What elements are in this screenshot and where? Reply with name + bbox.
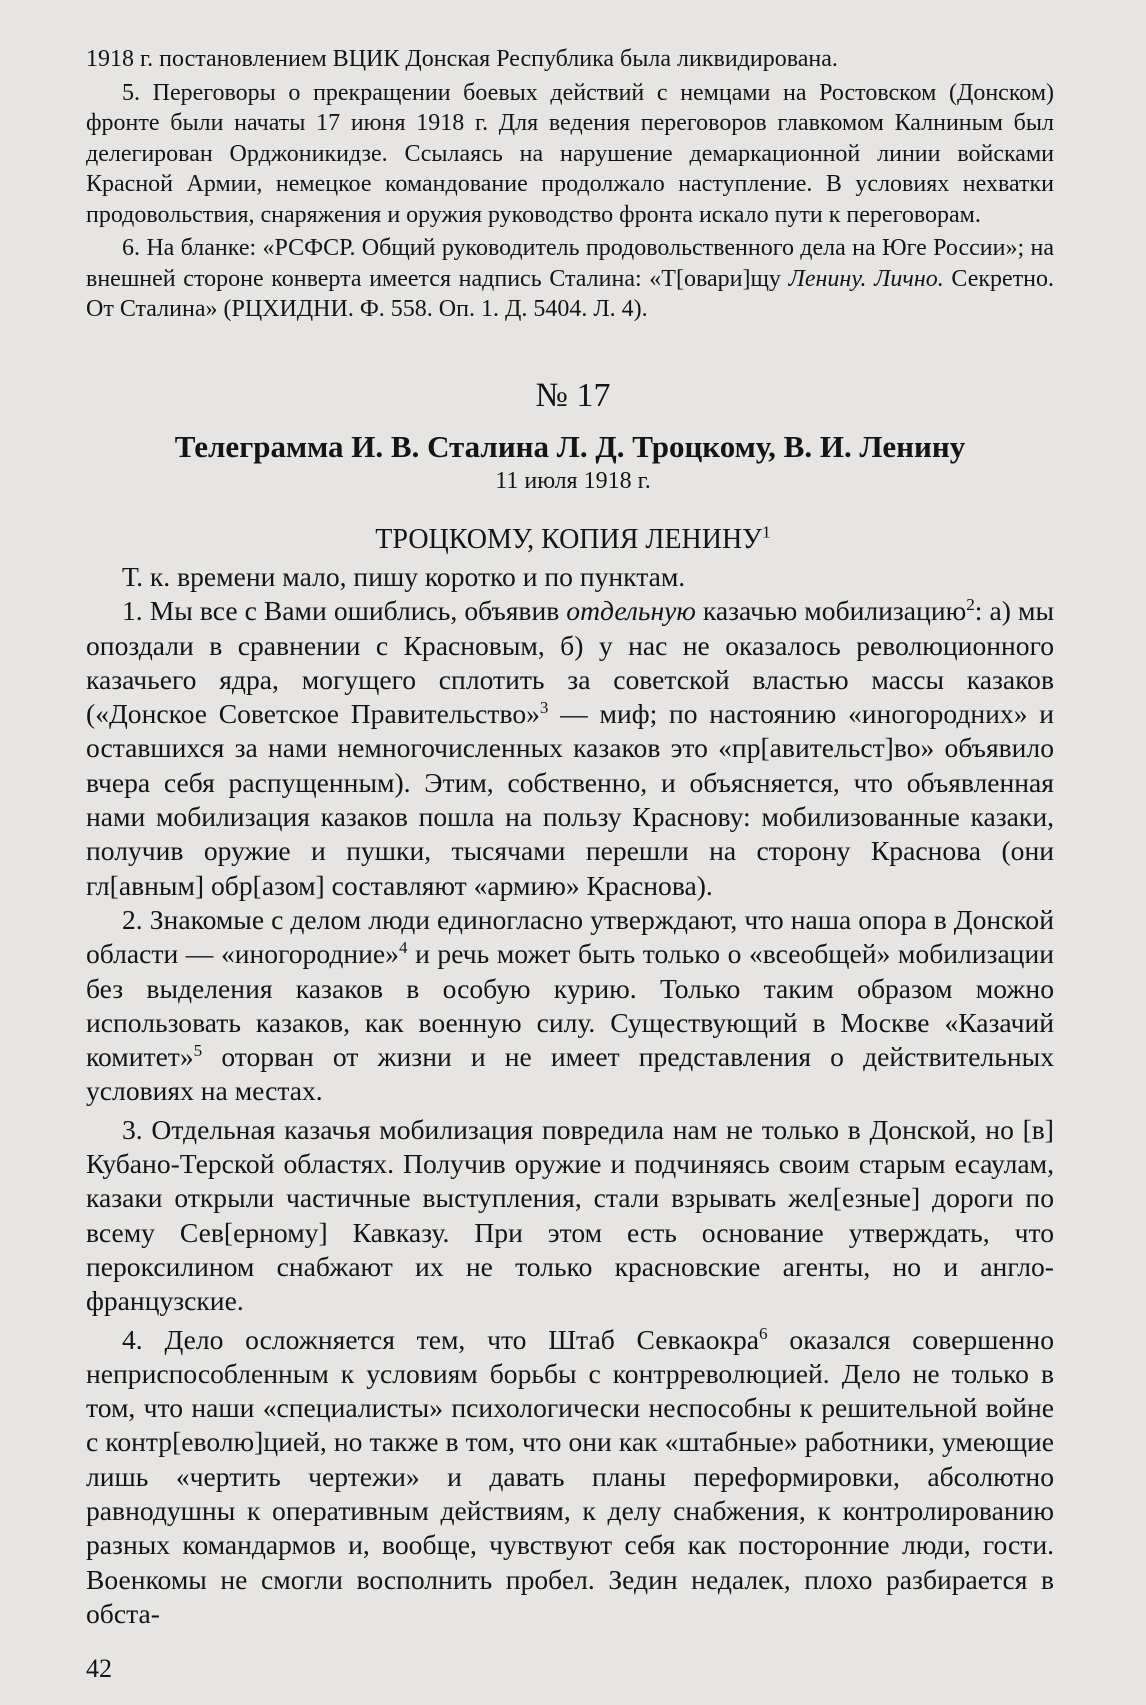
footnote-ref: 2 [966,595,975,615]
document-title: Телеграмма И. В. Сталина Л. Д. Троцкому, В. И. Ленину [174,429,966,464]
document-number: № 17 [535,377,611,414]
document-date: 11 июля 1918 г. [495,468,651,494]
point-1-paragraph: 1. Мы все с Вами ошиблись, объявив отдельную казачью мобилизацию$^2$: а) мы опоздали в сравнении с Красновым, б) у нас не оказалось революционного казачьего ядра, могущего сплотить за советской властью массы казаков («Донское Советское Правительство»$^3$ — миф; по настоянию «иногородних» и оставшихся за нами немногочисленных казаков это «пр[авительст]во» объявило вчера себя распущенным). Этим, собственно, и объясняется, что объявленная нами мобилизация казаков пошла на пользу Краснову: мобилизованные казаки, получив оружие и пушки, тысячами перешли на сторону Краснова (они гл[авным] обр[азом] составляют «армию» Краснова). [86,595,1054,901]
document-addressee: ТРОЦКОМУ, КОПИЯ ЛЕНИНУ$^1$ [375,522,771,555]
endnote-continuation: 1918 г. постановлением ВЦИК Донская Республика была ликвидирована. [86,46,838,72]
point-4-paragraph: 4. Дело осложняется тем, что Штаб Севкаокра$^6$ оказался совершенно неприспособленным к условиям борьбы с контрреволюцией. Дело не только в том, что наши «специалисты» психологически неспособны к решительной войне с контр[еволю]цией, но также в том, что они как «штабные» работники, умеющие лишь «чертить чертежи» и давать планы переформировки, абсолютно равнодушны к оперативным действиям, к делу снабжения, к контролированию разных командармов и, вообще, чувствуют себя как посторонние люди, гости. Военкомы не смогли восполнить пробел. Зедин недалек, плохо разбирается в обста- [86,1323,1054,1629]
footnote-ref: 3 [539,698,549,717]
footnote-ref: 4 [398,938,408,958]
page-number: 42 [86,1654,112,1683]
footnote-ref: 1 [762,522,771,542]
document-body [86,560,1054,1631]
point-2-paragraph: 2. Знакомые с делом люди единогласно утверждают, что наша опора в Донской области — «иногородние»$^4$ и речь может быть только о «всеобщей» мобилизации без выделения казаков в особую курию. Только таким образом можно использовать казаков, как военную силу. Существующий в Москве «Казачий комитет»$^5$ оторван от жизни и не имеет представления о действительных условиях на местах. [86,903,1054,1107]
footnote-ref: 5 [193,1040,203,1060]
endnote-6: 6. На бланке: «РСФСР. Общий руководитель продовольственного дела на Юге России»; на внешней стороне конверта имеется надпись Сталина: «Т[овари]щу Ленину. Лично. Секретно. От Сталина» (РЦХИДНИ. Ф. 558. Оп. 1. Д. 5404. Л. 4). [86,235,1054,322]
endnotes-block [86,44,1054,325]
point-3-paragraph: 3. Отдельная казачья мобилизация повредила нам не только в Донской, но [в] Кубано-Терской областях. Получив оружие и подчиняясь своим старым есаулам, казаки открыли частичные выступления, стали взрывать жел[езные] дороги по всему Сев[ерному] Кавказу. При этом есть основание утверждать, что пероксилином снабжают их не только красновские агенты, но и англо-французские. [86,1113,1054,1317]
intro-paragraph: Т. к. времени мало, пишу коротко и по пунктам. [122,561,686,592]
endnote-5: 5. Переговоры о прекращении боевых действий с немцами на Ростовском (Донском) фронте были начаты 17 июня 1918 г. Для ведения переговоров главкомом Калниным был делегирован Орджоникидзе. Ссылаясь на нарушение демаркационной линии войсками Красной Армии, немецкое командование продолжало наступление. В условиях нехватки продовольствия, снаряжения и оружия руководство фронта искало пути к переговорам. [86,79,1054,228]
footnote-ref: 6 [759,1323,768,1343]
